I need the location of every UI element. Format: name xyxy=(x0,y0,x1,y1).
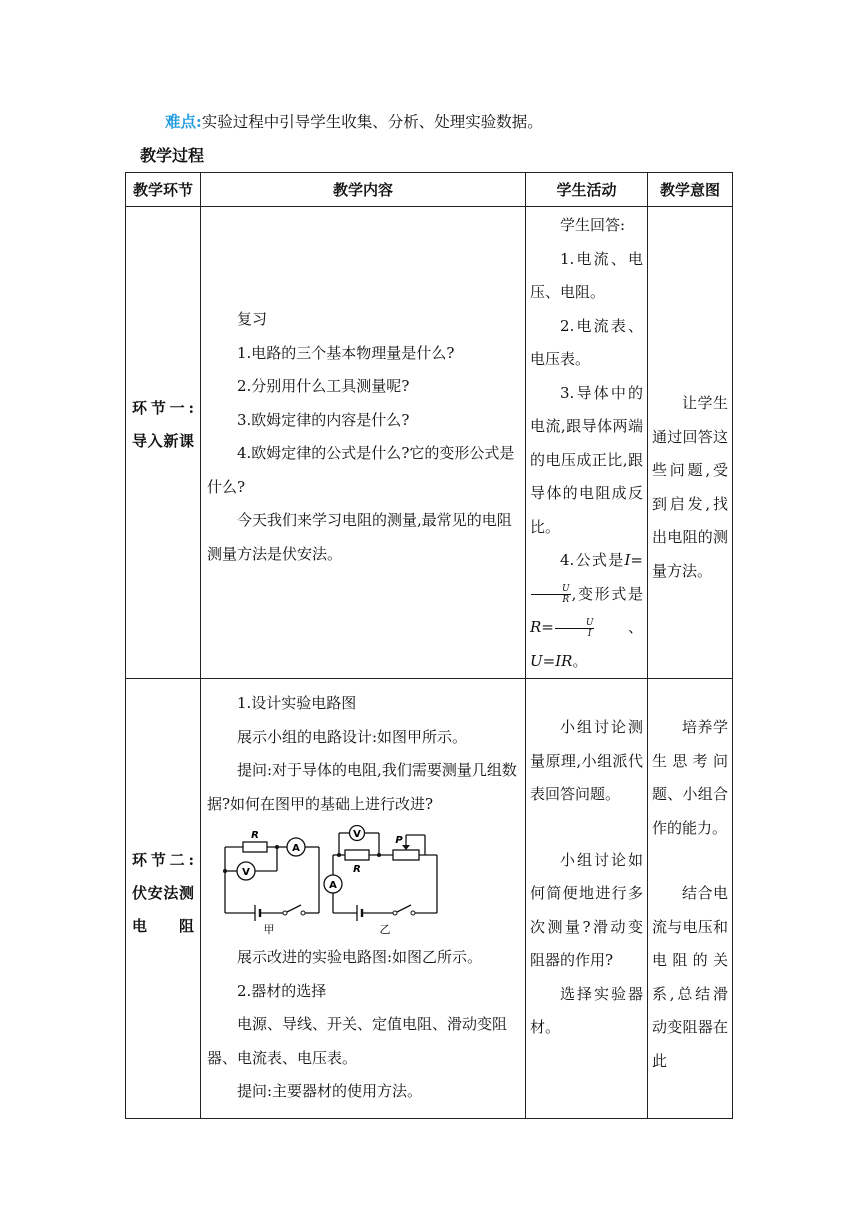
intent-cell xyxy=(648,679,733,1119)
activity-line: 2.电流表、电压表。 xyxy=(530,316,643,368)
label-v-yi: V xyxy=(353,829,361,840)
content-line: 1.电路的三个基本物理量是什么? xyxy=(237,343,455,362)
switch-jia xyxy=(285,905,301,913)
table-row xyxy=(126,679,733,1119)
content-line: 2.分别用什么工具测量呢? xyxy=(237,377,410,395)
intent-text: 让学生通过回答这些问题,受到启发,找出电阻的测量方法。 xyxy=(652,394,728,580)
resistor-yi xyxy=(345,850,369,860)
label-a-jia: A xyxy=(292,843,300,854)
header-intent: 教学意图 xyxy=(648,173,733,207)
formula-prefix: 4.公式是 xyxy=(560,551,625,569)
label-r-yi: R xyxy=(353,864,361,875)
formula-r: R= xyxy=(530,618,554,636)
activity-line: 选择实验器材。 xyxy=(530,984,643,1036)
content-line: 4.欧姆定律的公式是什么?它的变形公式是什么? xyxy=(207,444,515,496)
formula-sep: 、 xyxy=(595,618,643,636)
activity-line: 小组讨论如何简便地进行多次测量?滑动变阻器的作用? xyxy=(530,850,643,969)
content-line: 2.器材的选择 xyxy=(237,981,327,1000)
stage-label: 环节二:伏安法测电阻 xyxy=(132,851,194,935)
fraction-numerator: U xyxy=(555,618,595,629)
content-line: 展示改进的实验电路图:如图乙所示。 xyxy=(237,948,483,966)
activity-line: 学生回答: xyxy=(560,216,626,234)
content-line: 展示小组的电路设计:如图甲所示。 xyxy=(237,727,468,746)
difficulty-tag: 难点: xyxy=(165,112,202,131)
activity-line: 1.电流、电压、电阻。 xyxy=(530,249,643,301)
intent-line: 培养学生思考问题、小组合作的能力。 xyxy=(652,718,728,837)
formula-i: I= xyxy=(624,551,643,569)
fraction-denominator: I xyxy=(587,628,592,639)
header-stage: 教学环节 xyxy=(126,173,201,207)
label-v-jia: V xyxy=(242,867,250,878)
content-line: 提问:主要器材的使用方法。 xyxy=(237,1082,423,1100)
stage-cell xyxy=(126,207,201,679)
intent-cell xyxy=(648,207,733,679)
activity-cell xyxy=(526,207,648,679)
content-cell xyxy=(201,679,526,1119)
table-header-row xyxy=(126,173,733,207)
content-line: 电源、导线、开关、定值电阻、滑动变阻器、电流表、电压表。 xyxy=(207,1015,508,1067)
fraction-u-over-i xyxy=(555,618,595,639)
circuit-yi xyxy=(324,826,437,922)
content-line: 提问:对于导体的电阻,我们需要测量几组数据?如何在图甲的基础上进行改进? xyxy=(207,761,517,813)
section-title: 教学过程 xyxy=(140,146,205,165)
content-line: 今天我们来学习电阻的测量,最常见的电阻测量方法是伏安法。 xyxy=(207,511,512,563)
stage-label: 环节一:导入新课 xyxy=(132,399,194,450)
rheostat-yi xyxy=(393,850,419,860)
header-content: 教学内容 xyxy=(201,173,526,207)
label-a-yi: A xyxy=(329,880,337,891)
label-p-yi: P xyxy=(395,835,403,846)
label-jia: 甲 xyxy=(263,923,275,936)
label-yi: 乙 xyxy=(379,923,391,936)
teaching-process-table xyxy=(125,172,733,1119)
stage-cell xyxy=(126,679,201,1119)
fraction-u-over-r xyxy=(531,584,571,605)
content-line: 复习 xyxy=(237,310,268,328)
circuit-diagram xyxy=(215,825,455,937)
label-r-jia: R xyxy=(251,830,259,841)
activity-line: 3.导体中的电流,跟导体两端的电压成正比,跟导体的电阻成反比。 xyxy=(530,383,643,536)
activity-formula xyxy=(530,544,643,678)
difficulty-text: 实验过程中引导学生收集、分析、处理实验数据。 xyxy=(201,113,543,131)
difficulty-line xyxy=(165,110,543,134)
content-cell xyxy=(201,207,526,679)
switch-yi xyxy=(395,905,411,913)
content-line: 1.设计实验电路图 xyxy=(237,694,357,712)
resistor-jia xyxy=(243,842,267,852)
circuit-jia xyxy=(225,838,319,921)
table-row xyxy=(126,207,733,679)
formula-u-ir: U=IR xyxy=(530,651,573,670)
activity-cell xyxy=(526,679,648,1119)
intent-line: 结合电流与电压和电阻的关系,总结滑动变阻器在此 xyxy=(652,884,728,1070)
header-activity: 学生活动 xyxy=(526,173,648,207)
fraction-denominator: R xyxy=(562,595,570,605)
content-line: 3.欧姆定律的内容是什么? xyxy=(237,410,410,429)
formula-mid: ,变形式是 xyxy=(571,584,643,603)
fraction-numerator: U xyxy=(531,584,571,595)
activity-line: 小组讨论测量原理,小组派代表回答问题。 xyxy=(530,718,643,803)
formula-end: 。 xyxy=(572,651,588,670)
